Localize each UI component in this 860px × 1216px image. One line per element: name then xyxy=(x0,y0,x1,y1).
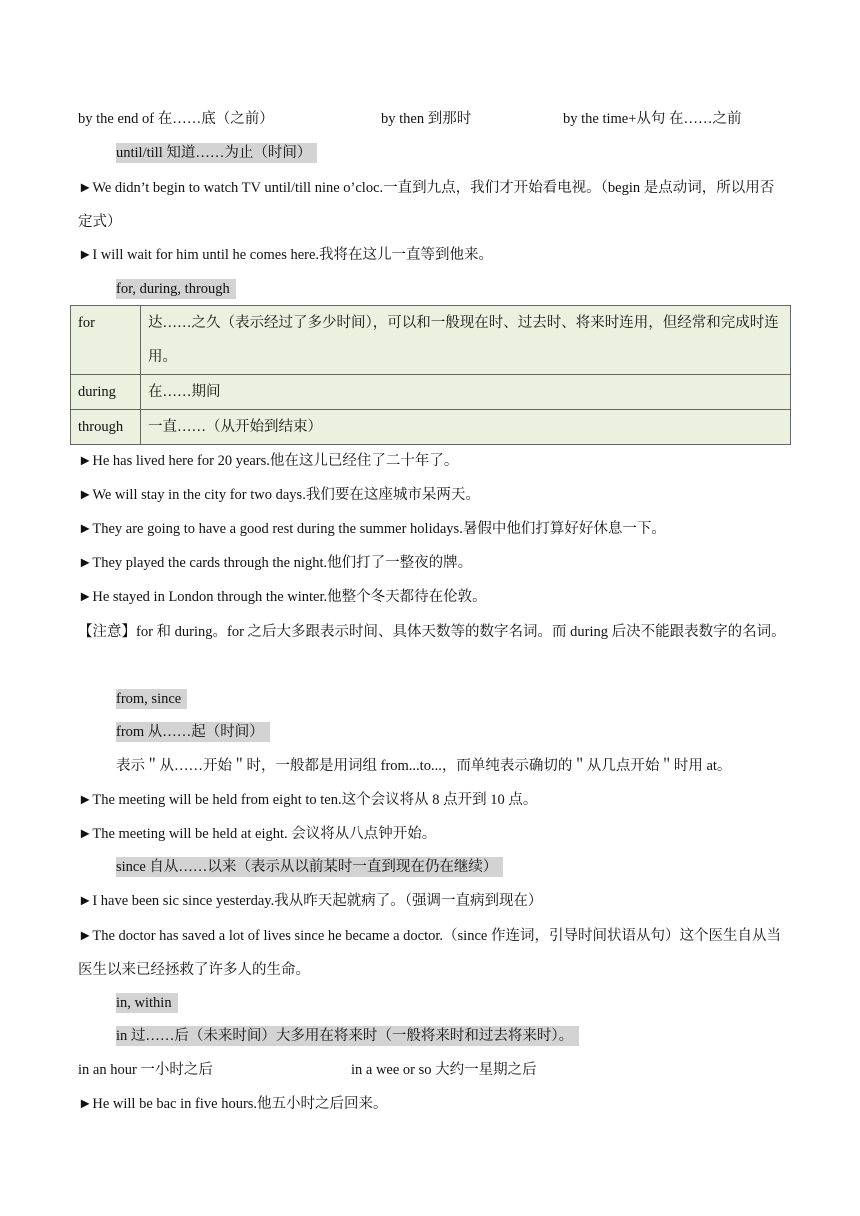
table-meaning: 一直……（从开始到结束） xyxy=(141,410,791,445)
phrase-by-the-end-of: by the end of 在……底（之前） xyxy=(78,111,274,127)
heading-in: in 过……后（未来时间）大多用在将来时（一般将来时和过去将来时）。 xyxy=(116,1026,579,1046)
example-through-1: ►They played the cards through the night.他们打了一整夜的牌。 xyxy=(78,555,473,571)
table-row xyxy=(71,306,791,375)
phrase-by-the-time: by the time+从句 在……之前 xyxy=(563,111,742,127)
table-row xyxy=(71,410,791,445)
example-from-2: ►The meeting will be held at eight. 会议将从八点钟开始。 xyxy=(78,826,437,842)
example-until-2: ►I will wait for him until he comes here.我将在这儿一直等到他来。 xyxy=(78,247,494,263)
table-word: for xyxy=(71,306,141,375)
phrase-in-a-week: in a wee or so 大约一星期之后 xyxy=(351,1062,537,1078)
example-since-1: ►I have been sic since yesterday.我从昨天起就病了。（强调一直病到现在） xyxy=(78,893,543,909)
table-word: through xyxy=(71,410,141,445)
table-row xyxy=(71,375,791,410)
table-meaning: 达……之久（表示经过了多少时间），可以和一般现在时、过去时、将来时连用，但经常和完成时连用。 xyxy=(141,306,791,375)
heading-from: from 从……起（时间） xyxy=(116,722,270,742)
example-in-1: ►He will be bac in five hours.他五小时之后回来。 xyxy=(78,1096,388,1112)
example-since-2: ►The doctor has saved a lot of lives since he became a doctor.（since 作连词，引导时间状语从句）这个医生自从当医生以来已经拯救了许多人的生命。 xyxy=(78,928,781,978)
preposition-table xyxy=(70,305,791,445)
example-for-2: ►We will stay in the city for two days.我们要在这座城市呆两天。 xyxy=(78,487,480,503)
heading-in-within: in, within xyxy=(116,993,178,1013)
note-for-during: 【注意】for 和 during。for 之后大多跟表示时间、具体天数等的数字名词。而 during 后决不能跟表数字的名词。 xyxy=(78,624,786,640)
example-until-1: ►We didn’t begin to watch TV until/till nine o’cloc.一直到九点，我们才开始看电视。（begin 是点动词，所以用否定式） xyxy=(78,180,775,230)
heading-since: since 自从……以来（表示从以前某时一直到现在仍在继续） xyxy=(116,857,503,877)
phrase-in-an-hour: in an hour 一小时之后 xyxy=(78,1062,213,1078)
example-for-1: ►He has lived here for 20 years.他在这儿已经住了二十年了。 xyxy=(78,453,459,469)
from-description: 表示＂从……开始＂时，一般都是用词组 from...to...，而单纯表示确切的＂从几点开始＂时用 at。 xyxy=(116,758,732,774)
example-from-1: ►The meeting will be held from eight to ten.这个会议将从 8 点开到 10 点。 xyxy=(78,792,538,808)
phrase-by-then: by then 到那时 xyxy=(381,111,472,127)
heading-for-during-through: for, during, through xyxy=(116,279,236,299)
table-meaning: 在……期间 xyxy=(141,375,791,410)
example-during: ►They are going to have a good rest during the summer holidays.暑假中他们打算好好休息一下。 xyxy=(78,521,666,537)
heading-until-till: until/till 知道……为止（时间） xyxy=(116,143,317,163)
table-word: during xyxy=(71,375,141,410)
example-through-2: ►He stayed in London through the winter.他整个冬天都待在伦敦。 xyxy=(78,589,487,605)
heading-from-since: from, since xyxy=(116,689,187,709)
